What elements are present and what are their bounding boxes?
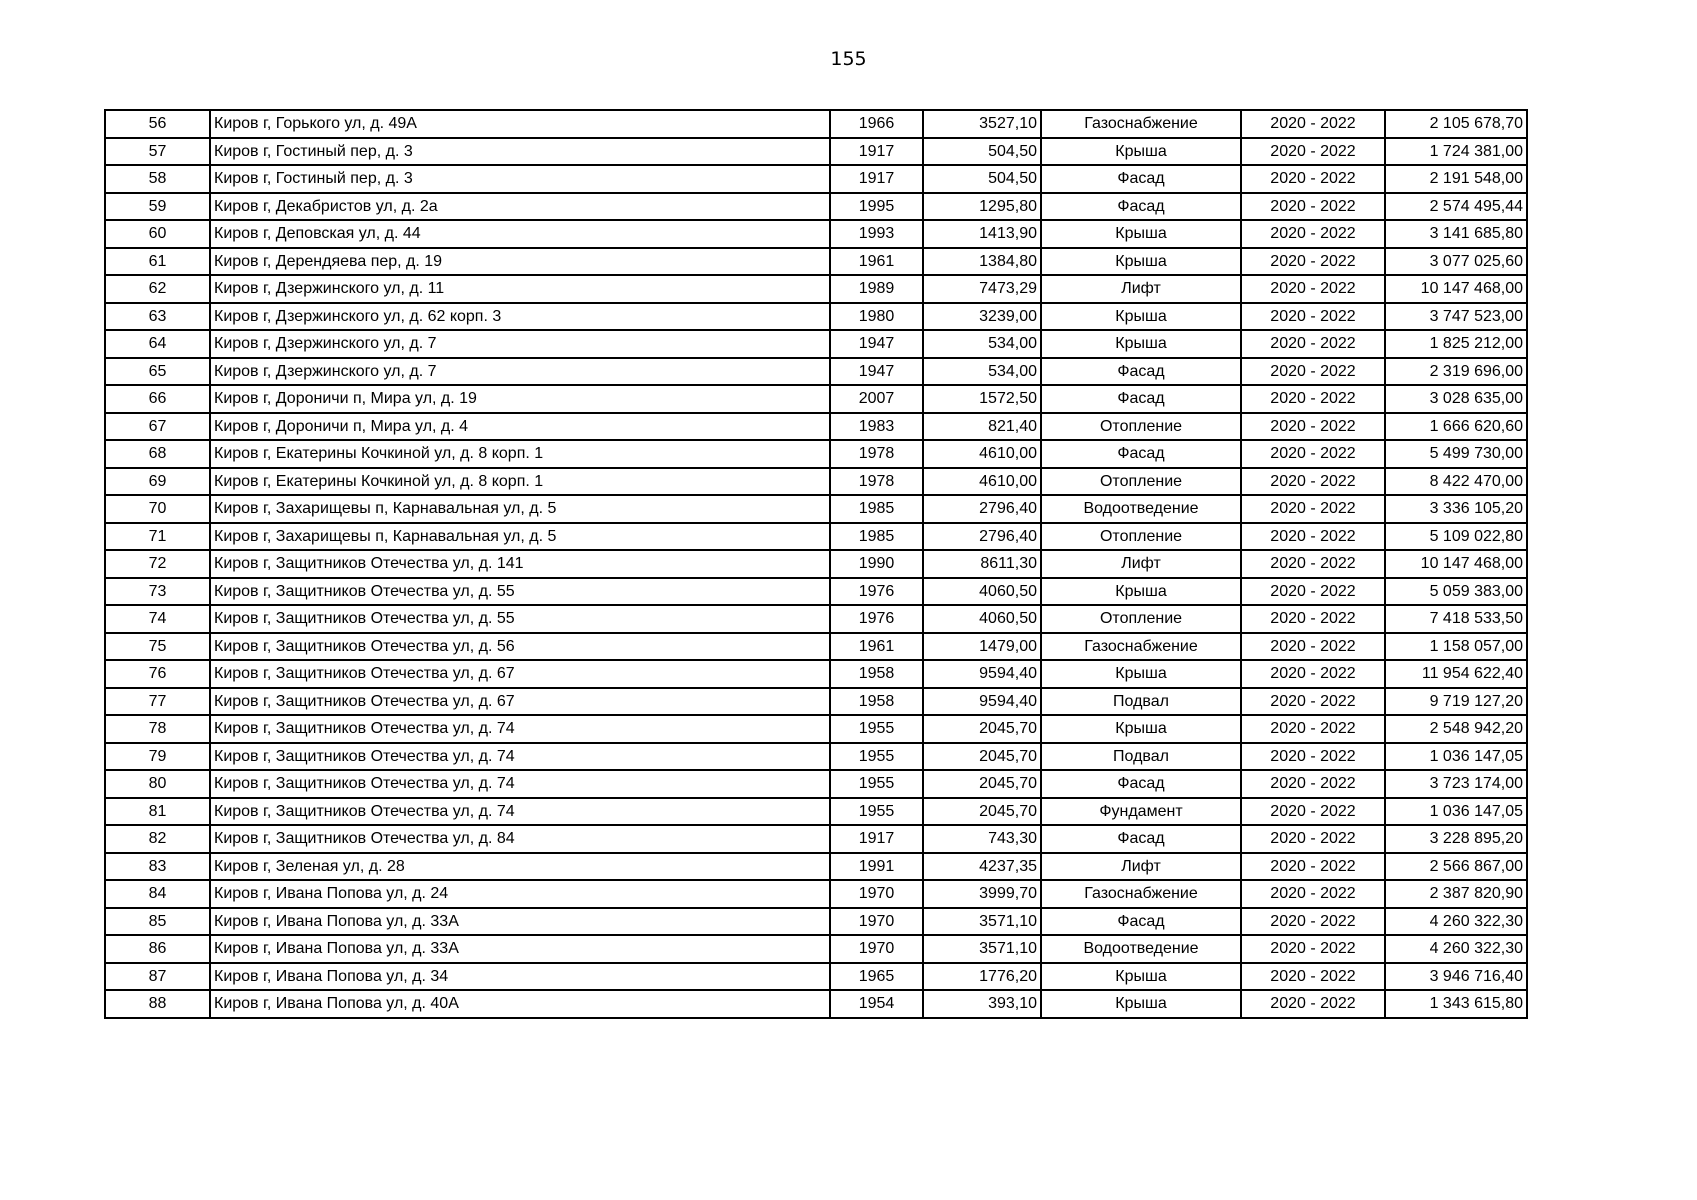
- table-row: [105, 825, 1527, 853]
- row-number-cell: 58: [105, 165, 210, 193]
- area-cell: 1776,20: [923, 963, 1041, 991]
- cost-cell: 3 141 685,80: [1385, 220, 1527, 248]
- work-type-cell: Крыша: [1041, 138, 1241, 166]
- year-cell: 1917: [830, 138, 923, 166]
- address-cell: Киров г, Защитников Отечества ул, д. 141: [210, 550, 830, 578]
- area-cell: 9594,40: [923, 688, 1041, 716]
- work-type-cell: Фасад: [1041, 440, 1241, 468]
- row-number-cell: 61: [105, 248, 210, 276]
- work-type-cell: Подвал: [1041, 743, 1241, 771]
- work-type-cell: Отопление: [1041, 523, 1241, 551]
- table-row: [105, 165, 1527, 193]
- table-row: [105, 908, 1527, 936]
- row-number-cell: 60: [105, 220, 210, 248]
- repair-table: [104, 109, 1528, 1019]
- year-cell: 1955: [830, 715, 923, 743]
- area-cell: 3239,00: [923, 303, 1041, 331]
- row-number-cell: 69: [105, 468, 210, 496]
- address-cell: Киров г, Захарищевы п, Карнавальная ул, д. 5: [210, 523, 830, 551]
- row-number-cell: 88: [105, 990, 210, 1018]
- period-cell: 2020 - 2022: [1241, 440, 1385, 468]
- work-type-cell: Газоснабжение: [1041, 880, 1241, 908]
- cost-cell: 2 387 820,90: [1385, 880, 1527, 908]
- table-row: [105, 248, 1527, 276]
- address-cell: Киров г, Зеленая ул, д. 28: [210, 853, 830, 881]
- year-cell: 1955: [830, 770, 923, 798]
- cost-cell: 2 566 867,00: [1385, 853, 1527, 881]
- row-number-cell: 75: [105, 633, 210, 661]
- period-cell: 2020 - 2022: [1241, 963, 1385, 991]
- year-cell: 1990: [830, 550, 923, 578]
- table-body: [105, 110, 1527, 1018]
- page-number: 155: [830, 48, 867, 70]
- period-cell: 2020 - 2022: [1241, 633, 1385, 661]
- work-type-cell: Крыша: [1041, 660, 1241, 688]
- year-cell: 1917: [830, 825, 923, 853]
- period-cell: 2020 - 2022: [1241, 303, 1385, 331]
- table-row: [105, 715, 1527, 743]
- work-type-cell: Отопление: [1041, 468, 1241, 496]
- row-number-cell: 67: [105, 413, 210, 441]
- period-cell: 2020 - 2022: [1241, 798, 1385, 826]
- row-number-cell: 64: [105, 330, 210, 358]
- cost-cell: 3 077 025,60: [1385, 248, 1527, 276]
- cost-cell: 1 036 147,05: [1385, 743, 1527, 771]
- year-cell: 1983: [830, 413, 923, 441]
- row-number-cell: 63: [105, 303, 210, 331]
- year-cell: 1991: [830, 853, 923, 881]
- cost-cell: 2 574 495,44: [1385, 193, 1527, 221]
- period-cell: 2020 - 2022: [1241, 523, 1385, 551]
- cost-cell: 4 260 322,30: [1385, 935, 1527, 963]
- period-cell: 2020 - 2022: [1241, 825, 1385, 853]
- address-cell: Киров г, Гостиный пер, д. 3: [210, 138, 830, 166]
- work-type-cell: Водоотведение: [1041, 495, 1241, 523]
- area-cell: 821,40: [923, 413, 1041, 441]
- cost-cell: 11 954 622,40: [1385, 660, 1527, 688]
- address-cell: Киров г, Ивана Попова ул, д. 40А: [210, 990, 830, 1018]
- row-number-cell: 82: [105, 825, 210, 853]
- period-cell: 2020 - 2022: [1241, 495, 1385, 523]
- row-number-cell: 68: [105, 440, 210, 468]
- year-cell: 1955: [830, 743, 923, 771]
- row-number-cell: 79: [105, 743, 210, 771]
- address-cell: Киров г, Дзержинского ул, д. 7: [210, 330, 830, 358]
- address-cell: Киров г, Деповская ул, д. 44: [210, 220, 830, 248]
- period-cell: 2020 - 2022: [1241, 935, 1385, 963]
- row-number-cell: 74: [105, 605, 210, 633]
- area-cell: 8611,30: [923, 550, 1041, 578]
- row-number-cell: 78: [105, 715, 210, 743]
- cost-cell: 3 747 523,00: [1385, 303, 1527, 331]
- area-cell: 4237,35: [923, 853, 1041, 881]
- cost-cell: 1 666 620,60: [1385, 413, 1527, 441]
- cost-cell: 5 109 022,80: [1385, 523, 1527, 551]
- period-cell: 2020 - 2022: [1241, 743, 1385, 771]
- period-cell: 2020 - 2022: [1241, 413, 1385, 441]
- address-cell: Киров г, Дзержинского ул, д. 62 корп. 3: [210, 303, 830, 331]
- work-type-cell: Крыша: [1041, 220, 1241, 248]
- year-cell: 2007: [830, 385, 923, 413]
- row-number-cell: 80: [105, 770, 210, 798]
- table-row: [105, 275, 1527, 303]
- row-number-cell: 71: [105, 523, 210, 551]
- area-cell: 4060,50: [923, 578, 1041, 606]
- area-cell: 1384,80: [923, 248, 1041, 276]
- table-row: [105, 550, 1527, 578]
- address-cell: Киров г, Ивана Попова ул, д. 33А: [210, 935, 830, 963]
- address-cell: Киров г, Захарищевы п, Карнавальная ул, д. 5: [210, 495, 830, 523]
- area-cell: 534,00: [923, 330, 1041, 358]
- area-cell: 3999,70: [923, 880, 1041, 908]
- cost-cell: 1 158 057,00: [1385, 633, 1527, 661]
- address-cell: Киров г, Защитников Отечества ул, д. 74: [210, 743, 830, 771]
- row-number-cell: 76: [105, 660, 210, 688]
- year-cell: 1947: [830, 330, 923, 358]
- area-cell: 504,50: [923, 138, 1041, 166]
- year-cell: 1955: [830, 798, 923, 826]
- cost-cell: 1 825 212,00: [1385, 330, 1527, 358]
- table-row: [105, 193, 1527, 221]
- period-cell: 2020 - 2022: [1241, 468, 1385, 496]
- address-cell: Киров г, Защитников Отечества ул, д. 74: [210, 770, 830, 798]
- period-cell: 2020 - 2022: [1241, 853, 1385, 881]
- row-number-cell: 77: [105, 688, 210, 716]
- address-cell: Киров г, Защитников Отечества ул, д. 55: [210, 605, 830, 633]
- year-cell: 1917: [830, 165, 923, 193]
- work-type-cell: Фасад: [1041, 165, 1241, 193]
- area-cell: 2045,70: [923, 798, 1041, 826]
- table-row: [105, 880, 1527, 908]
- year-cell: 1970: [830, 935, 923, 963]
- row-number-cell: 84: [105, 880, 210, 908]
- area-cell: 2796,40: [923, 523, 1041, 551]
- period-cell: 2020 - 2022: [1241, 358, 1385, 386]
- work-type-cell: Крыша: [1041, 715, 1241, 743]
- period-cell: 2020 - 2022: [1241, 165, 1385, 193]
- table-row: [105, 358, 1527, 386]
- cost-cell: 3 946 716,40: [1385, 963, 1527, 991]
- address-cell: Киров г, Защитников Отечества ул, д. 55: [210, 578, 830, 606]
- address-cell: Киров г, Дзержинского ул, д. 7: [210, 358, 830, 386]
- area-cell: 1413,90: [923, 220, 1041, 248]
- table-row: [105, 385, 1527, 413]
- year-cell: 1995: [830, 193, 923, 221]
- period-cell: 2020 - 2022: [1241, 385, 1385, 413]
- period-cell: 2020 - 2022: [1241, 770, 1385, 798]
- cost-cell: 8 422 470,00: [1385, 468, 1527, 496]
- row-number-cell: 81: [105, 798, 210, 826]
- year-cell: 1966: [830, 110, 923, 138]
- work-type-cell: Крыша: [1041, 248, 1241, 276]
- work-type-cell: Подвал: [1041, 688, 1241, 716]
- area-cell: 743,30: [923, 825, 1041, 853]
- year-cell: 1993: [830, 220, 923, 248]
- cost-cell: 1 724 381,00: [1385, 138, 1527, 166]
- row-number-cell: 57: [105, 138, 210, 166]
- work-type-cell: Отопление: [1041, 413, 1241, 441]
- area-cell: 1295,80: [923, 193, 1041, 221]
- cost-cell: 5 059 383,00: [1385, 578, 1527, 606]
- table-row: [105, 495, 1527, 523]
- cost-cell: 7 418 533,50: [1385, 605, 1527, 633]
- table-row: [105, 770, 1527, 798]
- area-cell: 3571,10: [923, 935, 1041, 963]
- year-cell: 1976: [830, 605, 923, 633]
- table-row: [105, 660, 1527, 688]
- address-cell: Киров г, Ивана Попова ул, д. 34: [210, 963, 830, 991]
- year-cell: 1961: [830, 248, 923, 276]
- row-number-cell: 85: [105, 908, 210, 936]
- cost-cell: 2 319 696,00: [1385, 358, 1527, 386]
- period-cell: 2020 - 2022: [1241, 715, 1385, 743]
- repair-table-wrapper: [104, 109, 1528, 1019]
- area-cell: 7473,29: [923, 275, 1041, 303]
- table-row: [105, 578, 1527, 606]
- period-cell: 2020 - 2022: [1241, 990, 1385, 1018]
- period-cell: 2020 - 2022: [1241, 110, 1385, 138]
- table-row: [105, 138, 1527, 166]
- table-row: [105, 303, 1527, 331]
- area-cell: 2045,70: [923, 743, 1041, 771]
- table-row: [105, 990, 1527, 1018]
- work-type-cell: Лифт: [1041, 550, 1241, 578]
- table-row: [105, 468, 1527, 496]
- work-type-cell: Фасад: [1041, 908, 1241, 936]
- row-number-cell: 65: [105, 358, 210, 386]
- work-type-cell: Газоснабжение: [1041, 110, 1241, 138]
- cost-cell: 5 499 730,00: [1385, 440, 1527, 468]
- period-cell: 2020 - 2022: [1241, 275, 1385, 303]
- row-number-cell: 56: [105, 110, 210, 138]
- table-row: [105, 633, 1527, 661]
- row-number-cell: 62: [105, 275, 210, 303]
- work-type-cell: Фасад: [1041, 770, 1241, 798]
- area-cell: 1479,00: [923, 633, 1041, 661]
- year-cell: 1958: [830, 660, 923, 688]
- year-cell: 1989: [830, 275, 923, 303]
- row-number-cell: 66: [105, 385, 210, 413]
- row-number-cell: 86: [105, 935, 210, 963]
- work-type-cell: Крыша: [1041, 963, 1241, 991]
- address-cell: Киров г, Ивана Попова ул, д. 24: [210, 880, 830, 908]
- row-number-cell: 73: [105, 578, 210, 606]
- cost-cell: 2 105 678,70: [1385, 110, 1527, 138]
- area-cell: 4610,00: [923, 440, 1041, 468]
- period-cell: 2020 - 2022: [1241, 220, 1385, 248]
- area-cell: 393,10: [923, 990, 1041, 1018]
- year-cell: 1976: [830, 578, 923, 606]
- work-type-cell: Крыша: [1041, 303, 1241, 331]
- cost-cell: 4 260 322,30: [1385, 908, 1527, 936]
- period-cell: 2020 - 2022: [1241, 193, 1385, 221]
- row-number-cell: 59: [105, 193, 210, 221]
- area-cell: 504,50: [923, 165, 1041, 193]
- table-row: [105, 605, 1527, 633]
- year-cell: 1965: [830, 963, 923, 991]
- work-type-cell: Крыша: [1041, 990, 1241, 1018]
- address-cell: Киров г, Екатерины Кочкиной ул, д. 8 корп. 1: [210, 468, 830, 496]
- cost-cell: 3 028 635,00: [1385, 385, 1527, 413]
- period-cell: 2020 - 2022: [1241, 688, 1385, 716]
- year-cell: 1954: [830, 990, 923, 1018]
- work-type-cell: Фасад: [1041, 385, 1241, 413]
- address-cell: Киров г, Дзержинского ул, д. 11: [210, 275, 830, 303]
- cost-cell: 3 336 105,20: [1385, 495, 1527, 523]
- period-cell: 2020 - 2022: [1241, 660, 1385, 688]
- row-number-cell: 72: [105, 550, 210, 578]
- area-cell: 2796,40: [923, 495, 1041, 523]
- period-cell: 2020 - 2022: [1241, 248, 1385, 276]
- address-cell: Киров г, Дороничи п, Мира ул, д. 4: [210, 413, 830, 441]
- address-cell: Киров г, Декабристов ул, д. 2а: [210, 193, 830, 221]
- table-row: [105, 220, 1527, 248]
- cost-cell: 2 548 942,20: [1385, 715, 1527, 743]
- period-cell: 2020 - 2022: [1241, 550, 1385, 578]
- cost-cell: 3 723 174,00: [1385, 770, 1527, 798]
- table-row: [105, 963, 1527, 991]
- cost-cell: 1 036 147,05: [1385, 798, 1527, 826]
- work-type-cell: Фасад: [1041, 358, 1241, 386]
- address-cell: Киров г, Защитников Отечества ул, д. 74: [210, 798, 830, 826]
- cost-cell: 3 228 895,20: [1385, 825, 1527, 853]
- address-cell: Киров г, Гостиный пер, д. 3: [210, 165, 830, 193]
- area-cell: 9594,40: [923, 660, 1041, 688]
- work-type-cell: Фундамент: [1041, 798, 1241, 826]
- address-cell: Киров г, Защитников Отечества ул, д. 84: [210, 825, 830, 853]
- work-type-cell: Фасад: [1041, 193, 1241, 221]
- table-row: [105, 110, 1527, 138]
- cost-cell: 1 343 615,80: [1385, 990, 1527, 1018]
- table-row: [105, 330, 1527, 358]
- cost-cell: 2 191 548,00: [1385, 165, 1527, 193]
- year-cell: 1978: [830, 468, 923, 496]
- cost-cell: 10 147 468,00: [1385, 275, 1527, 303]
- table-row: [105, 798, 1527, 826]
- area-cell: 4610,00: [923, 468, 1041, 496]
- year-cell: 1978: [830, 440, 923, 468]
- address-cell: Киров г, Дерендяева пер, д. 19: [210, 248, 830, 276]
- cost-cell: 9 719 127,20: [1385, 688, 1527, 716]
- area-cell: 534,00: [923, 358, 1041, 386]
- year-cell: 1980: [830, 303, 923, 331]
- address-cell: Киров г, Защитников Отечества ул, д. 56: [210, 633, 830, 661]
- work-type-cell: Лифт: [1041, 275, 1241, 303]
- year-cell: 1947: [830, 358, 923, 386]
- period-cell: 2020 - 2022: [1241, 330, 1385, 358]
- year-cell: 1970: [830, 908, 923, 936]
- address-cell: Киров г, Защитников Отечества ул, д. 74: [210, 715, 830, 743]
- year-cell: 1985: [830, 523, 923, 551]
- work-type-cell: Газоснабжение: [1041, 633, 1241, 661]
- address-cell: Киров г, Екатерины Кочкиной ул, д. 8 корп. 1: [210, 440, 830, 468]
- period-cell: 2020 - 2022: [1241, 605, 1385, 633]
- period-cell: 2020 - 2022: [1241, 908, 1385, 936]
- work-type-cell: Лифт: [1041, 853, 1241, 881]
- year-cell: 1958: [830, 688, 923, 716]
- work-type-cell: Крыша: [1041, 578, 1241, 606]
- area-cell: 3527,10: [923, 110, 1041, 138]
- table-row: [105, 440, 1527, 468]
- address-cell: Киров г, Ивана Попова ул, д. 33А: [210, 908, 830, 936]
- period-cell: 2020 - 2022: [1241, 138, 1385, 166]
- work-type-cell: Отопление: [1041, 605, 1241, 633]
- area-cell: 2045,70: [923, 770, 1041, 798]
- table-row: [105, 935, 1527, 963]
- area-cell: 1572,50: [923, 385, 1041, 413]
- year-cell: 1961: [830, 633, 923, 661]
- row-number-cell: 87: [105, 963, 210, 991]
- table-row: [105, 853, 1527, 881]
- address-cell: Киров г, Защитников Отечества ул, д. 67: [210, 688, 830, 716]
- area-cell: 2045,70: [923, 715, 1041, 743]
- work-type-cell: Фасад: [1041, 825, 1241, 853]
- period-cell: 2020 - 2022: [1241, 578, 1385, 606]
- work-type-cell: Водоотведение: [1041, 935, 1241, 963]
- row-number-cell: 70: [105, 495, 210, 523]
- area-cell: 3571,10: [923, 908, 1041, 936]
- table-row: [105, 743, 1527, 771]
- year-cell: 1970: [830, 880, 923, 908]
- row-number-cell: 83: [105, 853, 210, 881]
- address-cell: Киров г, Защитников Отечества ул, д. 67: [210, 660, 830, 688]
- cost-cell: 10 147 468,00: [1385, 550, 1527, 578]
- work-type-cell: Крыша: [1041, 330, 1241, 358]
- year-cell: 1985: [830, 495, 923, 523]
- table-row: [105, 523, 1527, 551]
- table-row: [105, 688, 1527, 716]
- area-cell: 4060,50: [923, 605, 1041, 633]
- address-cell: Киров г, Горького ул, д. 49А: [210, 110, 830, 138]
- table-row: [105, 413, 1527, 441]
- address-cell: Киров г, Дороничи п, Мира ул, д. 19: [210, 385, 830, 413]
- period-cell: 2020 - 2022: [1241, 880, 1385, 908]
